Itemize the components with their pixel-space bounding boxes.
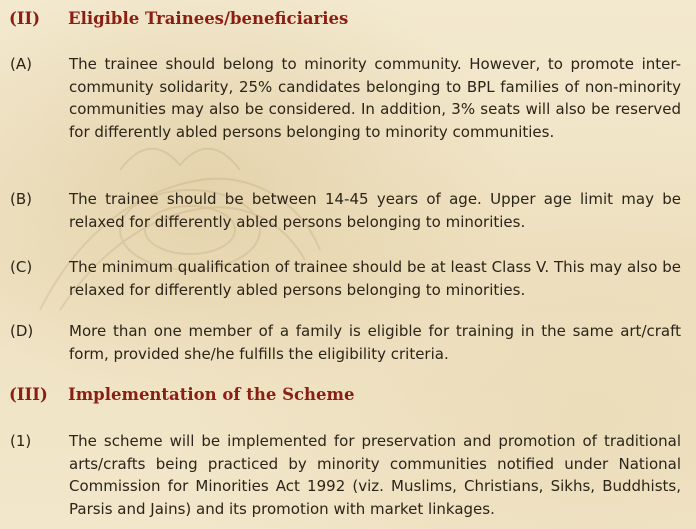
item-text: The trainee should be between 14-45 years of age. Upper age limit may be relaxed for differently abled persons belonging to minorities. — [69, 190, 681, 231]
item-label: (B) — [10, 190, 32, 208]
item-text: The trainee should belong to minority community. However, to promote inter-community solidarity, 25% candidates belonging to BPL families of non-minority communities may also be considered. In addition, 3% seats will also be reserved for differently abled persons belonging to minority communities. — [69, 55, 681, 141]
item-label: (A) — [10, 55, 32, 73]
item-label: (C) — [10, 258, 33, 276]
section-title: Implementation of the Scheme — [68, 385, 355, 404]
item-label: (D) — [10, 322, 34, 340]
item-text: The scheme will be implemented for preservation and promotion of traditional arts/crafts being practiced by minority communities notified under National Commission for Minorities Act 1992 (viz. Muslims, Christians, Sikhs, Buddhists, Parsis and Jains) and its promotion with market linkages. — [69, 432, 681, 518]
section-number: (II) — [9, 9, 41, 28]
item-text: The minimum qualification of trainee should be at least Class V. This may also be relaxed for differently abled persons belonging to minorities. — [69, 258, 681, 299]
item-text: More than one member of a family is eligible for training in the same art/craft form, provided she/he fulfills the eligibility criteria. — [69, 322, 681, 363]
section-number: (III) — [9, 385, 48, 404]
section-heading-eligible-trainees — [0, 9, 696, 33]
section-title: Eligible Trainees/beneficiaries — [68, 9, 349, 28]
item-label: (1) — [10, 432, 32, 450]
section-heading-implementation — [0, 385, 696, 409]
